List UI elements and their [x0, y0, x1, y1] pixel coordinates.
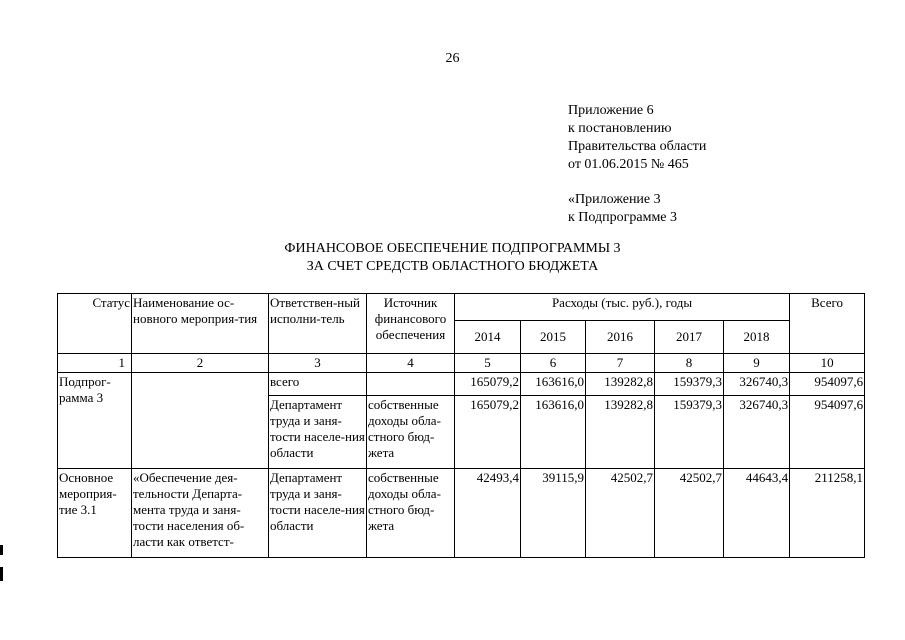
- row-value: 139282,8: [586, 396, 655, 469]
- title-line-1: ФИНАНСОВОЕ ОБЕСПЕЧЕНИЕ ПОДПРОГРАММЫ 3: [284, 241, 621, 256]
- financing-table: [57, 293, 865, 558]
- row-value: 139282,8: [586, 373, 655, 396]
- table-row: [58, 469, 865, 558]
- row-activity-name: «Обеспечение дея-тельности Департа-мента труда и заня-тости населения об-ласти как ответст-: [132, 469, 269, 558]
- row-value: 163616,0: [521, 373, 586, 396]
- scan-edge-mark: [0, 567, 3, 581]
- header-responsible: Ответствен-ный исполни-тель: [269, 294, 367, 354]
- column-number: 5: [455, 354, 521, 373]
- column-number-row: [58, 354, 865, 373]
- header-status: Статус: [58, 294, 132, 354]
- column-number: 9: [724, 354, 790, 373]
- row-total: 954097,6: [790, 396, 865, 469]
- header-year: 2018: [724, 321, 790, 354]
- table-row: [58, 373, 865, 396]
- appendix-line: Правительства области: [568, 139, 707, 154]
- row-value: 42502,7: [655, 469, 724, 558]
- header-year: 2014: [455, 321, 521, 354]
- row-value: 326740,3: [724, 373, 790, 396]
- column-number: 8: [655, 354, 724, 373]
- row-value: 44643,4: [724, 469, 790, 558]
- scan-edge-mark: [0, 545, 3, 555]
- column-number: 6: [521, 354, 586, 373]
- appendix-line: от 01.06.2015 № 465: [568, 157, 689, 172]
- column-number: 7: [586, 354, 655, 373]
- header-expenses: Расходы (тыс. руб.), годы: [455, 294, 790, 321]
- row-value: 42493,4: [455, 469, 521, 558]
- appendix-line: Приложение 6: [568, 103, 654, 118]
- row-responsible: Департамент труда и заня-тости населе-ния области: [269, 469, 367, 558]
- page-number: 26: [445, 51, 460, 66]
- header-activity-name: Наименование ос-новного мероприя-тия: [132, 294, 269, 354]
- header-total: Всего: [790, 294, 865, 354]
- column-number: 10: [790, 354, 865, 373]
- title-line-2: ЗА СЧЕТ СРЕДСТВ ОБЛАСТНОГО БЮДЖЕТА: [306, 259, 599, 274]
- row-funding-source: собственные доходы обла-стного бюд-жета: [367, 396, 455, 469]
- row-responsible: всего: [269, 373, 367, 396]
- row-responsible: Департамент труда и заня-тости населе-ния области: [269, 396, 367, 469]
- row-status: Основное мероприя-тие 3.1: [58, 469, 132, 558]
- header-year: 2015: [521, 321, 586, 354]
- row-status: Подпрог-рамма 3: [58, 373, 132, 469]
- row-total: 211258,1: [790, 469, 865, 558]
- row-total: 954097,6: [790, 373, 865, 396]
- header-row: [58, 294, 865, 321]
- row-funding-source: [367, 373, 455, 396]
- row-activity-name: [132, 373, 269, 469]
- appendix-note: [568, 102, 706, 227]
- column-number: 1: [58, 354, 132, 373]
- row-funding-source: собственные доходы обла-стного бюд-жета: [367, 469, 455, 558]
- appendix-line: к постановлению: [568, 121, 672, 136]
- appendix-subline: к Подпрограмме 3: [568, 210, 678, 225]
- row-value: 165079,2: [455, 373, 521, 396]
- column-number: 3: [269, 354, 367, 373]
- appendix-subline: «Приложение 3: [568, 192, 661, 207]
- header-funding-source: Источник финансового обеспечения: [367, 294, 455, 354]
- header-year: 2017: [655, 321, 724, 354]
- row-value: 159379,3: [655, 373, 724, 396]
- row-value: 39115,9: [521, 469, 586, 558]
- column-number: 2: [132, 354, 269, 373]
- row-value: 159379,3: [655, 396, 724, 469]
- column-number: 4: [367, 354, 455, 373]
- row-value: 42502,7: [586, 469, 655, 558]
- header-year: 2016: [586, 321, 655, 354]
- row-value: 326740,3: [724, 396, 790, 469]
- document-title: [0, 240, 905, 276]
- row-value: 163616,0: [521, 396, 586, 469]
- row-value: 165079,2: [455, 396, 521, 469]
